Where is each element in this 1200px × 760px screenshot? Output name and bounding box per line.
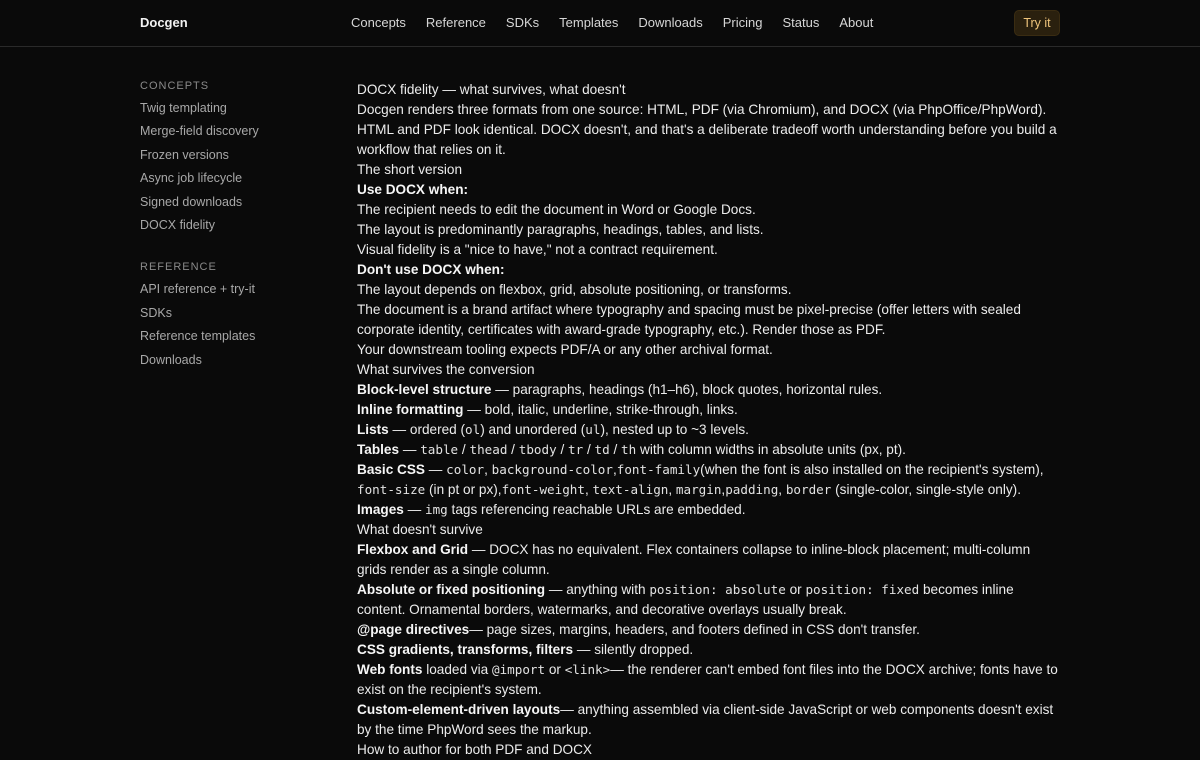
not-survive-custom-elements: Custom-element-driven layouts— anything assembled via client-side JavaScript or web components doesn't exist by the time PhpWord sees the markup. [357,702,1054,737]
sidebar-item-docx-fidelity[interactable]: DOCX fidelity [140,217,216,232]
sidebar-heading-concepts: CONCEPTS [140,80,210,92]
not-survive-page-directives: @page directives— page sizes, margins, headers, and footers defined in CSS don't transfer. [357,622,920,637]
survives-tables: Tables — table / thead / tbody / tr / td / th with column widths in absolute units (px, pt). [357,442,906,457]
sidebar-item-frozen-versions[interactable]: Frozen versions [140,147,229,162]
dont-use-docx-item: Your downstream tooling expects PDF/A or any other archival format. [357,342,773,357]
top-navigation-bar [0,0,1200,47]
nav-status[interactable]: Status [782,15,820,30]
survives-block-structure: Block-level structure — paragraphs, headings (h1–h6), block quotes, horizontal rules. [357,382,883,397]
use-docx-item: The layout is predominantly paragraphs, headings, tables, and lists. [357,222,764,237]
sidebar-group-concepts [140,80,330,240]
nav-reference[interactable]: Reference [425,15,486,30]
intro-paragraph-2: HTML and PDF look identical. DOCX doesn't, and that's a deliberate tradeoff worth understanding before you build a workflow that relies on it. [357,122,1057,157]
sidebar-item-twig-templating[interactable]: Twig templating [140,101,227,115]
dont-use-docx-item: The document is a brand artifact where typography and spacing must be pixel-precise (offer letters with sealed corporate identity, certificates with award-grade typography, etc.). Render those as PDF. [357,302,1021,337]
brand-logo[interactable]: Docgen [140,15,188,30]
survives-inline-formatting: Inline formatting — bold, italic, underline, strike-through, links. [357,402,738,417]
intro-paragraph-1: Docgen renders three formats from one source: HTML, PDF (via Chromium), and DOCX (via PhpOffice/PhpWord). [357,102,1047,117]
article-title: DOCX fidelity — what survives, what doesn't [357,82,626,97]
not-survive-gradients: CSS gradients, transforms, filters — silently dropped. [357,642,694,657]
survives-lists: Lists — ordered (ol) and unordered (ul), nested up to ~3 levels. [357,422,749,437]
dont-use-docx-item: The layout depends on flexbox, grid, absolute positioning, or transforms. [357,282,792,297]
survives-basic-css: Basic CSS — color, background-color,font-family(when the font is also installed on the recipient's system), font-size (in pt or px),font-weight, text-align, margin,padding, border (single-color, single-style only). [357,462,1044,497]
nav-pricing[interactable]: Pricing [722,15,763,30]
sidebar-item-reference-templates[interactable]: Reference templates [140,329,256,344]
sidebar-item-merge-field-discovery[interactable]: Merge-field discovery [140,124,259,139]
nav-templates[interactable]: Templates [559,15,619,30]
main-nav [351,15,873,30]
sidebar-item-downloads[interactable]: Downloads [140,352,202,367]
nav-about[interactable]: About [839,15,874,30]
not-survive-flexbox-grid: Flexbox and Grid — DOCX has no equivalent. Flex containers collapse to inline-block placement; multi-column grids render as a single column. [357,542,1031,577]
use-docx-heading: Use DOCX when: [357,182,469,197]
sidebar-item-signed-downloads[interactable]: Signed downloads [140,194,243,209]
section-heading-survives: What survives the conversion [357,362,535,377]
section-heading-doesnt-survive: What doesn't survive [357,522,483,537]
sidebar-group-reference [140,261,330,375]
try-it-button[interactable]: Try it [1014,10,1060,36]
sidebar-item-api-reference[interactable]: API reference + try-it [140,282,255,297]
use-docx-item: Visual fidelity is a "nice to have," not a contract requirement. [357,242,718,257]
nav-downloads[interactable]: Downloads [638,15,703,30]
survives-images: Images — img tags referencing reachable URLs are embedded. [357,502,746,517]
nav-sdks[interactable]: SDKs [505,15,540,30]
sidebar-item-sdks[interactable]: SDKs [140,305,172,320]
section-heading-short-version: The short version [357,162,463,177]
sidebar-heading-reference: REFERENCE [140,261,217,274]
article-content [357,80,1062,760]
nav-concepts[interactable]: Concepts [351,15,406,30]
use-docx-item: The recipient needs to edit the document in Word or Google Docs. [357,202,756,217]
section-heading-author-both: How to author for both PDF and DOCX [357,742,592,757]
not-survive-web-fonts: Web fonts loaded via @import or <link>— the renderer can't embed font files into the DOCX archive; fonts have to exist on the recipient's system. [357,662,1058,697]
sidebar-item-async-job-lifecycle[interactable]: Async job lifecycle [140,171,243,186]
not-survive-absolute-positioning: Absolute or fixed positioning — anything with position: absolute or position: fixed becomes inline content. Ornamental borders, watermarks, and decorative overlays usually break. [357,582,1014,617]
dont-use-docx-heading: Don't use DOCX when: [357,262,505,277]
sidebar [140,80,330,396]
